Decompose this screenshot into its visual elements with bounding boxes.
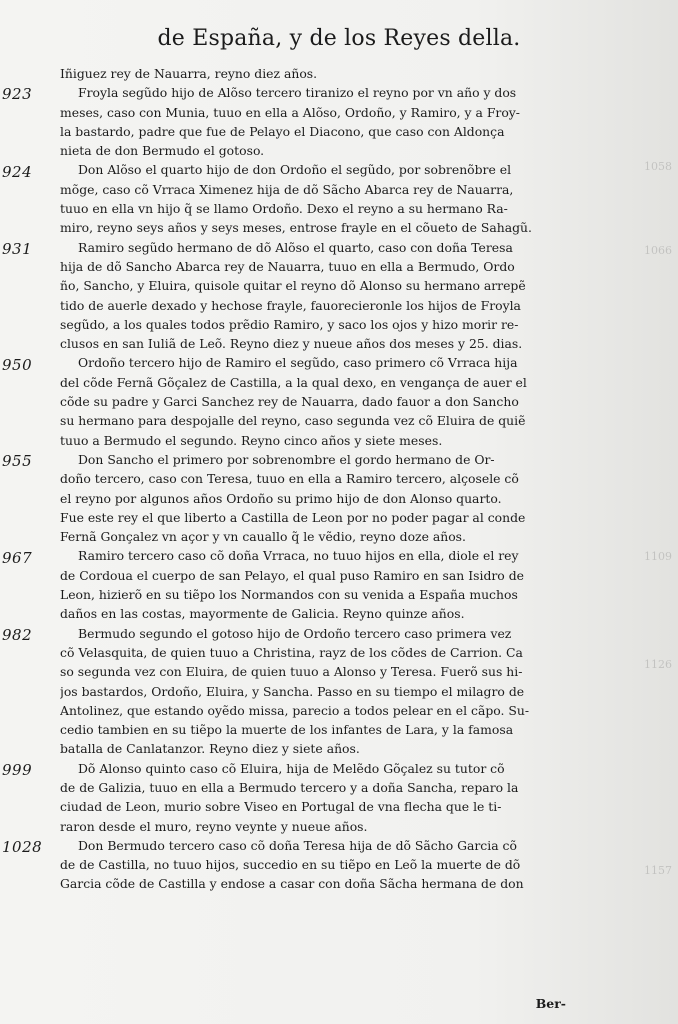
year-marginal-note: 982 <box>2 625 33 644</box>
text-line: Don Alõso el quarto hijo de don Ordoño el segũdo, por sobrenõbre el <box>78 162 512 178</box>
text-line: Bermudo segundo el gotoso hijo de Ordoño tercero caso primera vez <box>78 625 512 641</box>
year-marginal-note: 950 <box>2 355 33 374</box>
text-line: tido de auerle dexado y hechose frayle, fauorecieronle los hijos de Froyla <box>60 297 521 313</box>
text-line: Froyla segũdo hijo de Alõso tercero tiranizo el reyno por vn año y dos <box>78 85 517 101</box>
text-line: nieta de don Bermudo el gotoso. <box>60 143 265 159</box>
text-line: Antolinez, que estando oyẽdo missa, parecio a todos pelear en el cãpo. Su- <box>60 702 530 718</box>
text-line: Fernã Gonçalez vn açor y vn cauallo q̃ le vẽdio, reyno doze años. <box>60 529 466 545</box>
text-line: la bastardo, padre que fue de Pelayo el Diacono, que caso con Aldonça <box>60 123 505 139</box>
text-line: Iñiguez rey de Nauarra, reyno diez años. <box>60 66 318 81</box>
year-marginal-note: 924 <box>2 162 33 181</box>
show-through-margin: 1058 1066 1109 1126 1157 <box>644 160 672 877</box>
text-line: segũdo, a los quales todos prẽdio Ramiro, y saco los ojos y hizo morir re- <box>60 316 519 332</box>
paragraph <box>60 836 578 894</box>
paragraph <box>60 64 578 83</box>
text-line: tuuo a Bermudo el segundo. Reyno cinco años y siete meses. <box>60 432 443 448</box>
text-line: clusos en san Iuliã de Leõ. Reyno diez y nueue años dos meses y 25. dias. <box>60 336 523 352</box>
text-line: cõde su padre y Garci Sanchez rey de Nauarra, dado fauor a don Sancho <box>60 394 519 410</box>
text-line: Dõ Alonso quinto caso cõ Eluira, hija de Melẽdo Gõçalez su tutor cõ <box>78 760 505 776</box>
text-line: so segunda vez con Eluira, de quien tuuo a Alonso y Teresa. Fuerõ sus hi- <box>60 664 523 680</box>
catchword: Ber- <box>535 996 566 1011</box>
paragraph <box>60 450 578 546</box>
text-line: doño tercero, caso con Teresa, tuuo en ella a Ramiro tercero, alçosele cõ <box>60 471 519 487</box>
paragraph <box>60 238 578 354</box>
text-line: tuuo en ella vn hijo q̃ se llamo Ordoño. Dexo el reyno a su hermano Ra- <box>60 201 508 217</box>
paragraph <box>60 546 578 623</box>
year-marginal-note: 931 <box>2 239 33 258</box>
text-line: Fue este rey el que liberto a Castilla de Leon por no poder pagar al conde <box>60 509 526 525</box>
text-line: Leon, hizierõ en su tiẽpo los Normandos con su venida a España muchos <box>60 587 518 603</box>
text-line: Ramiro segũdo hermano de dõ Alõso el quarto, caso con doña Teresa <box>78 239 513 255</box>
paragraph <box>60 759 578 836</box>
paragraph <box>60 624 578 759</box>
year-marginal-note: 967 <box>2 548 33 567</box>
text-line: ciudad de Leon, murio sobre Viseo en Portugal de vna flecha que le ti- <box>60 799 502 815</box>
year-marginal-note: 1028 <box>2 838 43 856</box>
text-line: cedio tambien en su tiẽpo la muerte de los infantes de Lara, y la famosa <box>60 722 514 738</box>
text-line: Garcia cõde de Castilla y endose a casar con doña Sãcha hermana de don <box>60 876 524 892</box>
text-line: raron desde el muro, reyno veynte y nueue años. <box>60 818 368 834</box>
text-line: de de Castilla, no tuuo hijos, succedio en su tiẽpo en Leõ la muerte de dõ <box>60 857 521 873</box>
paragraph <box>60 160 578 237</box>
paragraph <box>60 353 578 449</box>
text-line: el reyno por algunos años Ordoño su primo hijo de don Alonso quarto. <box>60 490 502 506</box>
text-line: mõge, caso cõ Vrraca Ximenez hija de dõ Sãcho Abarca rey de Nauarra, <box>60 181 514 197</box>
text-line: jos bastardos, Ordoño, Eluira, y Sancha. Passo en su tiempo el milagro de <box>60 683 525 699</box>
text-line: ño, Sancho, y Eluira, quisole quitar el reyno dõ Alonso su hermano arrepẽ <box>60 278 526 294</box>
running-header: de España, y de los Reyes della. <box>157 26 521 51</box>
text-line: su hermano para despojalle del reyno, caso segunda vez cõ Eluira de quiẽ <box>60 413 526 429</box>
text-line: hija de dõ Sancho Abarca rey de Nauarra, tuuo en ella a Bermudo, Ordo <box>60 258 515 274</box>
text-line: daños en las costas, mayormente de Galicia. Reyno quinze años. <box>60 606 465 622</box>
text-line: batalla de Canlatanzor. Reyno diez y siete años. <box>60 741 360 757</box>
text-line: cõ Velasquita, de quien tuuo a Christina, rayz de los cõdes de Carrion. Ca <box>60 644 523 660</box>
year-marginal-note: 999 <box>2 760 33 779</box>
text-line: meses, caso con Munia, tuuo en ella a Alõso, Ordoño, y Ramiro, y a Froy- <box>60 104 520 120</box>
text-line: Ramiro tercero caso cõ doña Vrraca, no tuuo hijos en ella, diole el rey <box>78 548 519 564</box>
body-text <box>60 64 578 894</box>
year-marginal-note: 955 <box>2 452 33 470</box>
text-line: de Cordoua el cuerpo de san Pelayo, el qual puso Ramiro en san Isidro de <box>60 567 524 583</box>
year-marginal-note: 923 <box>2 85 33 104</box>
text-line: Ordoño tercero hijo de Ramiro el segũdo, caso primero cõ Vrraca hija <box>78 355 518 371</box>
paragraph <box>60 83 578 160</box>
text-line: Don Bermudo tercero caso cõ doña Teresa hija de dõ Sãcho Garcia cõ <box>78 837 517 853</box>
text-line: miro, reyno seys años y seys meses, entrose frayle en el cõueto de Sahagũ. <box>60 220 532 236</box>
text-line: Don Sancho el primero por sobrenombre el gordo hermano de Or- <box>78 451 495 467</box>
text-line: de de Galizia, tuuo en ella a Bermudo tercero y a doña Sancha, reparo la <box>60 779 519 795</box>
text-line: del cõde Fernã Gõçalez de Castilla, a la qual dexo, en vengança de auer el <box>60 374 527 390</box>
